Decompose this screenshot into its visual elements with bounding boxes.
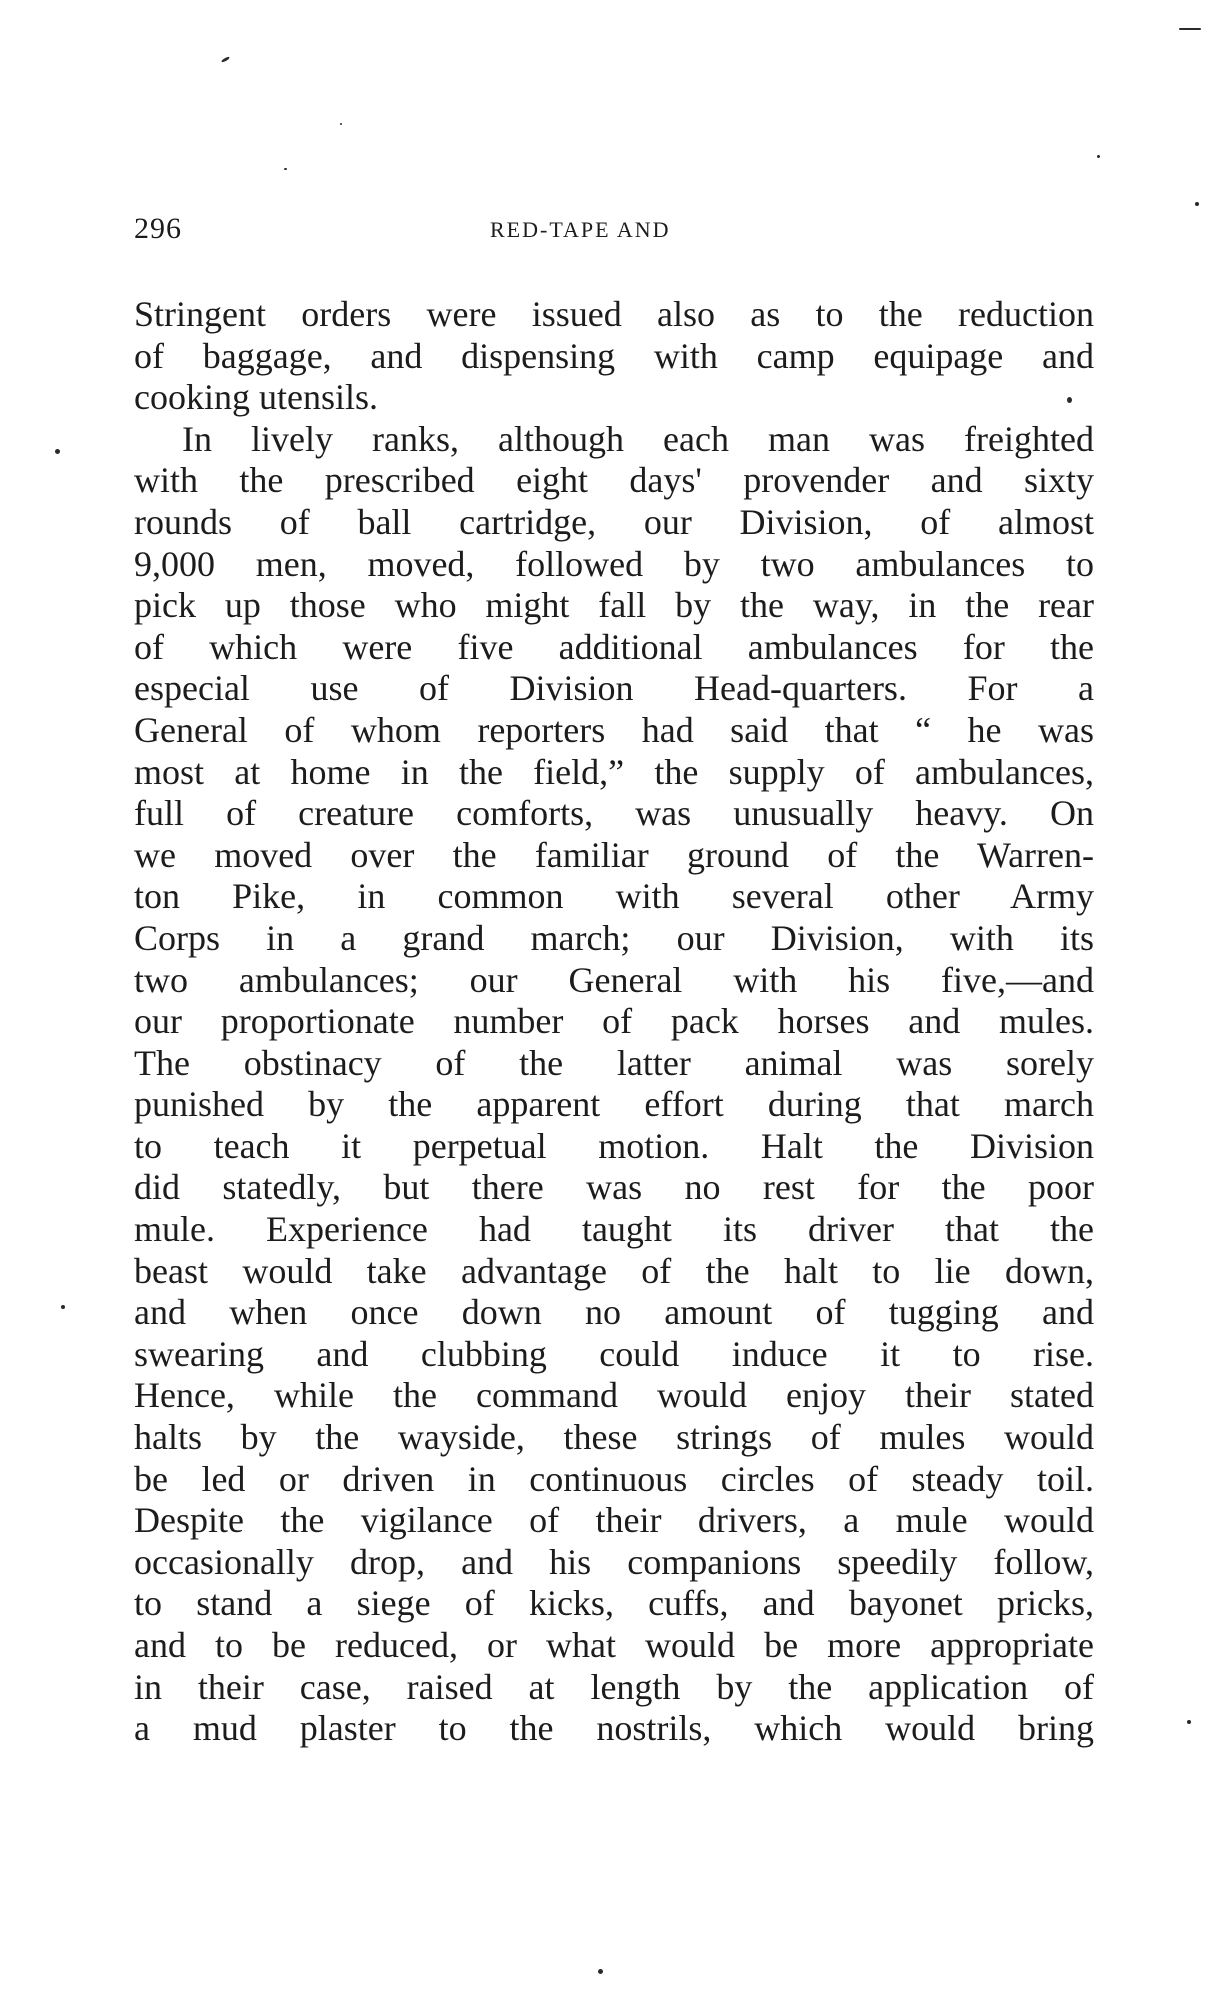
scan-speck bbox=[55, 449, 60, 454]
text-line: did statedly, but there was no rest for the poor bbox=[134, 1167, 1094, 1208]
text-line: most at home in the field,” the supply of ambulances, bbox=[134, 751, 1094, 792]
text-line: Corps in a grand march; our Division, with its bbox=[134, 917, 1094, 958]
text-line: and when once down no amount of tugging and bbox=[134, 1292, 1094, 1333]
body-text bbox=[134, 294, 1094, 1750]
text-line: Hence, while the command would enjoy their stated bbox=[134, 1375, 1094, 1416]
scan-speck bbox=[1179, 28, 1201, 30]
text-line: Despite the vigilance of their drivers, a mule would bbox=[134, 1500, 1094, 1541]
text-line: mule. Experience had taught its driver that the bbox=[134, 1209, 1094, 1250]
text-line: pick up those who might fall by the way, in the rear bbox=[134, 585, 1094, 626]
text-line: especial use of Division Head-quarters. For a bbox=[134, 668, 1094, 709]
scan-speck bbox=[340, 123, 342, 125]
page-number: 296 bbox=[134, 212, 182, 245]
text-line: In lively ranks, although each man was freighted bbox=[182, 418, 1094, 459]
text-line: General of whom reporters had said that “ he was bbox=[134, 709, 1094, 750]
running-head: RED-TAPE AND bbox=[490, 217, 671, 242]
text-line: be led or driven in continuous circles of steady toil. bbox=[134, 1458, 1094, 1499]
text-line: to teach it perpetual motion. Halt the Division bbox=[134, 1125, 1094, 1166]
text-line: 9,000 men, moved, followed by two ambulances to bbox=[134, 543, 1094, 584]
text-line: full of creature comforts, was unusually heavy. On bbox=[134, 793, 1094, 834]
text-line: a mud plaster to the nostrils, which would bring bbox=[134, 1708, 1094, 1749]
text-line: Stringent orders were issued also as to the reduction bbox=[134, 294, 1094, 334]
text-line: beast would take advantage of the halt to lie down, bbox=[134, 1250, 1094, 1291]
scan-speck bbox=[598, 1969, 603, 1974]
text-line: in their case, raised at length by the application of bbox=[134, 1666, 1094, 1707]
scan-speck bbox=[221, 56, 230, 63]
scan-speck bbox=[1195, 202, 1199, 206]
text-line: swearing and clubbing could induce it to rise. bbox=[134, 1333, 1094, 1374]
text-line: halts by the wayside, these strings of mules would bbox=[134, 1417, 1094, 1458]
scan-speck bbox=[1187, 1720, 1191, 1724]
text-line: with the prescribed eight days' provender and sixty bbox=[134, 460, 1094, 501]
text-line: of which were five additional ambulances for the bbox=[134, 626, 1094, 667]
text-line: and to be reduced, or what would be more appropriate bbox=[134, 1625, 1094, 1665]
text-line: we moved over the familiar ground of the Warren- bbox=[134, 834, 1094, 875]
scan-speck bbox=[1097, 155, 1100, 158]
text-line: punished by the apparent effort during that march bbox=[134, 1084, 1094, 1125]
text-line: our proportionate number of pack horses and mules. bbox=[134, 1001, 1094, 1042]
text-line: cooking utensils. bbox=[134, 377, 378, 418]
text-line: to stand a siege of kicks, cuffs, and bayonet pricks, bbox=[134, 1583, 1094, 1624]
scan-speck bbox=[1067, 397, 1072, 403]
text-line: rounds of ball cartridge, our Division, of almost bbox=[134, 501, 1094, 542]
text-line: two ambulances; our General with his five,—and bbox=[134, 959, 1094, 1000]
text-line: of baggage, and dispensing with camp equipage and bbox=[134, 335, 1094, 376]
scan-speck bbox=[284, 168, 287, 170]
scan-speck bbox=[61, 1305, 65, 1309]
text-line: The obstinacy of the latter animal was sorely bbox=[134, 1042, 1094, 1083]
text-line: ton Pike, in common with several other Army bbox=[134, 876, 1094, 917]
text-line: occasionally drop, and his companions speedily follow, bbox=[134, 1541, 1094, 1582]
